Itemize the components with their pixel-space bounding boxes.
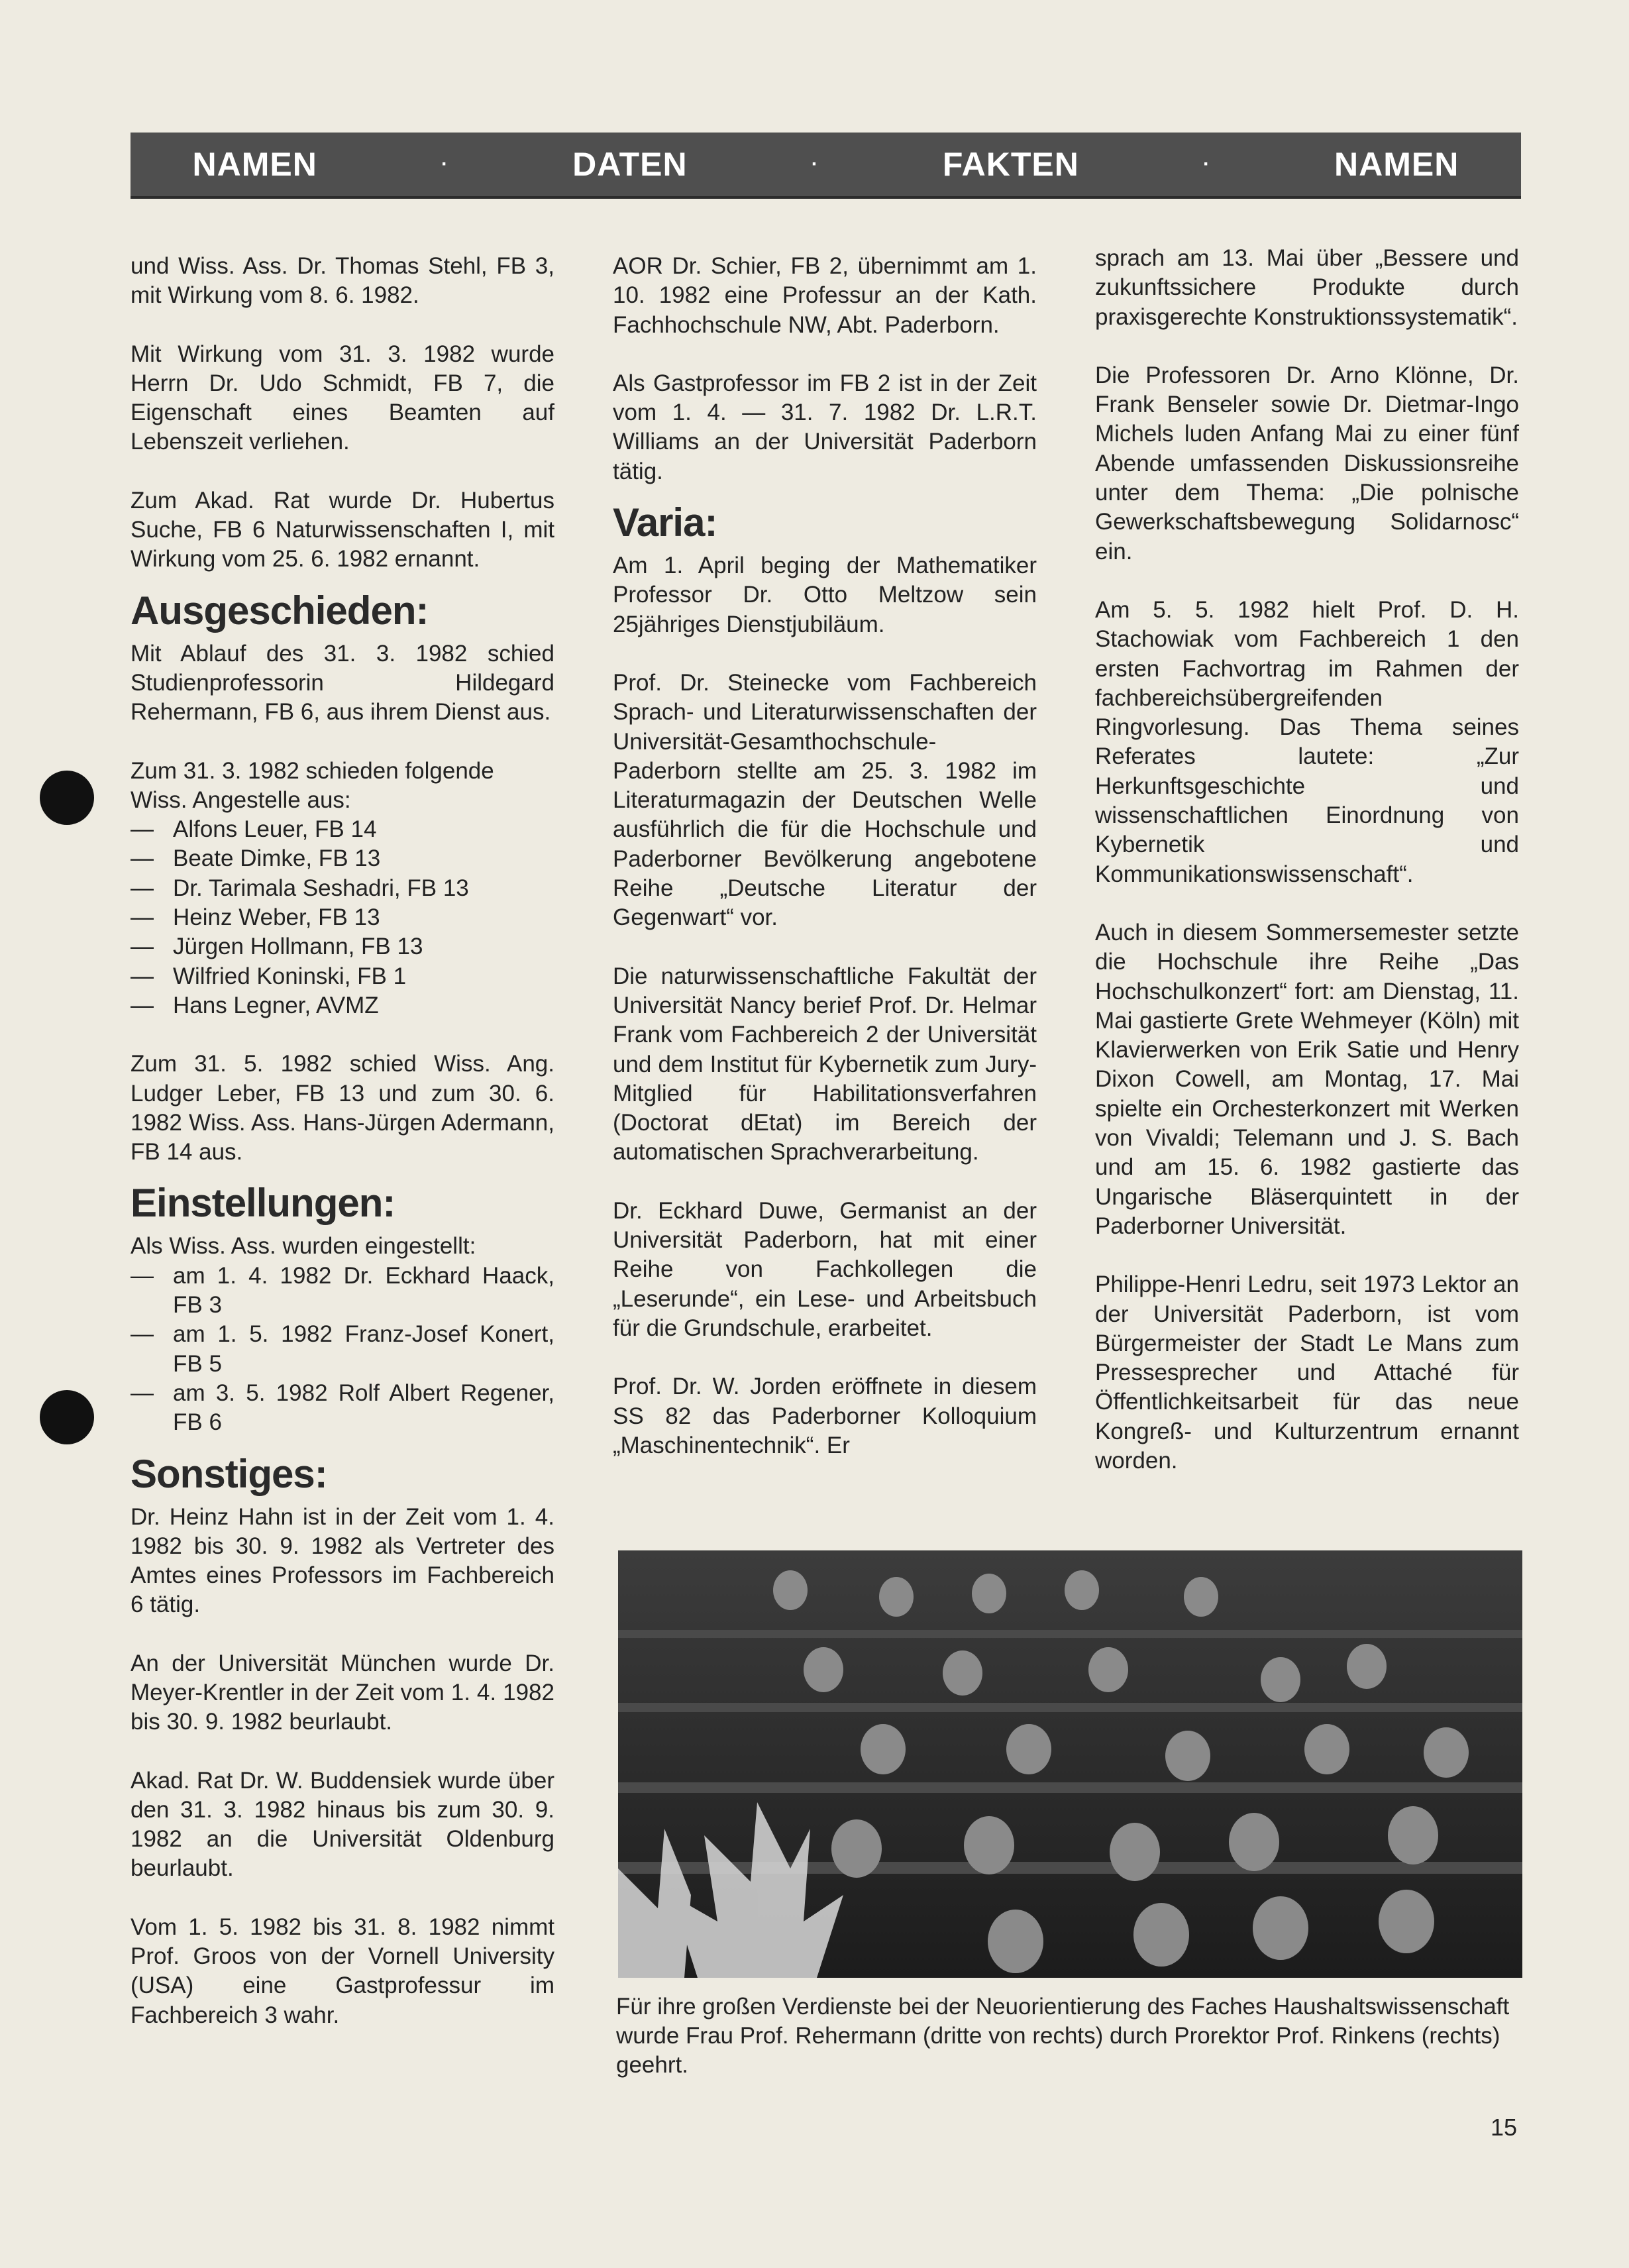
- paragraph: An der Universität München wurde Dr. Meyer-Krentler in der Zeit vom 1. 4. 1982 bis 30. 9. 1982 beurlaubt.: [131, 1650, 554, 1735]
- banner-separator: ·: [441, 153, 448, 175]
- paragraph: sprach am 13. Mai über „Bessere und zukunftssichere Produkte durch praxisgerechte Konstruktionssystematik“.: [1095, 245, 1519, 330]
- column-right: [1095, 244, 1519, 1505]
- banner-word-3: FAKTEN: [942, 146, 1079, 183]
- photo-caption: Für ihre großen Verdienste bei der Neuorientierung des Faches Haushaltswissenschaft wurde Frau Prof. Rehermann (dritte von rechts) durch Prorektor Prof. Rinkens (rechts) geehrt.: [616, 1994, 1510, 2078]
- column-left: [131, 252, 554, 2059]
- paragraph: AOR Dr. Schier, FB 2, übernimmt am 1. 10. 1982 eine Professur an der Kath. Fachhochschule NW, Abt. Paderborn.: [613, 253, 1037, 338]
- list-item: — Beate Dimke, FB 13: [131, 845, 381, 872]
- photo-illustration: [618, 1550, 1522, 1978]
- paragraph: Zum 31. 3. 1982 schieden folgende Wiss. Angestelle aus:: [131, 757, 494, 813]
- hirings-list: [131, 1262, 554, 1438]
- paragraph: Akad. Rat Dr. W. Buddensiek wurde über den 31. 3. 1982 hinaus bis zum 30. 9. 1982 an die Universität Oldenburg beurlaubt.: [131, 1767, 554, 1882]
- punch-hole-bottom: [40, 1390, 94, 1444]
- departures-list: [131, 815, 554, 1020]
- list-item: — Dr. Tarimala Seshadri, FB 13: [131, 875, 469, 901]
- paragraph: und Wiss. Ass. Dr. Thomas Stehl, FB 3, mit Wirkung vom 8. 6. 1982.: [131, 253, 554, 309]
- list-item: — Hans Legner, AVMZ: [131, 992, 379, 1018]
- paragraph: Prof. Dr. Steinecke vom Fachbereich Sprach- und Literaturwissenschaften der Universität-Gesamthochschule-Paderborn stellte am 25. 3. 1982 im Literaturmagazin der Deutschen Welle ausführlich die für die Hochschule und Paderborner Bevölkerung angebotene Reihe „Deutsche Literatur der Gegenwart“ vor.: [613, 669, 1037, 931]
- list-item: — am 1. 4. 1982 Dr. Eckhard Haack, FB 3: [131, 1262, 554, 1319]
- heading-ausgeschieden: Ausgeschieden:: [131, 588, 429, 633]
- paragraph: Zum 31. 5. 1982 schied Wiss. Ang. Ludger Leber, FB 13 und zum 30. 6. 1982 Wiss. Ass. Hans-Jürgen Adermann, FB 14 aus.: [131, 1051, 554, 1165]
- paragraph: Am 5. 5. 1982 hielt Prof. D. H. Stachowiak vom Fachbereich 1 den ersten Fachvortrag im Rahmen der fachbereichsübergreifenden Ringvorlesung. Das Thema seines Referates lautete: „Zur Herkunftsgeschichte und wissenschaftlichen Einordnung von Kybernetik und Kommunikationswissenschaft“.: [1095, 596, 1519, 887]
- paragraph: Am 1. April beging der Mathematiker Professor Dr. Otto Meltzow sein 25jähriges Dienstjubiläum.: [613, 553, 1037, 637]
- section-banner: [131, 133, 1521, 199]
- list-item: — Jürgen Hollmann, FB 13: [131, 934, 423, 960]
- heading-einstellungen: Einstellungen:: [131, 1181, 395, 1226]
- paragraph: Dr. Heinz Hahn ist in der Zeit vom 1. 4. 1982 bis 30. 9. 1982 als Vertreter des Amtes eines Professors im Fachbereich 6 tätig.: [131, 1503, 554, 1618]
- list-item: — Alfons Leuer, FB 14: [131, 816, 377, 843]
- paragraph: Die Professoren Dr. Arno Klönne, Dr. Frank Benseler sowie Dr. Dietmar-Ingo Michels luden Anfang Mai zu einer fünf Abende umfassenden Diskussionsreihe unter dem Thema: „Die polnische Gewerkschaftsbewegung Solidarnosc“ ein.: [1095, 362, 1519, 565]
- list-item: — am 3. 5. 1982 Rolf Albert Regener, FB 6: [131, 1379, 554, 1436]
- list-item: — am 1. 5. 1982 Franz-Josef Konert, FB 5: [131, 1321, 554, 1377]
- paragraph: Auch in diesem Sommersemester setzte die Hochschule ihre Reihe „Das Hochschulkonzert“ fort: am Dienstag, 11. Mai gastierte Grete Wehmeyer (Köln) mit Klavierwerken von Erik Satie und Henry Dixon Cowell, am Montag, 17. Mai spielte ein Orchesterkonzert mit Werken von Vivaldi; Telemann und J. S. Bach und am 15. 6. 1982 gastierte das Ungarische Bläserquintett in der Paderborner Universität.: [1095, 919, 1519, 1239]
- paragraph: Als Wiss. Ass. wurden eingestellt:: [131, 1233, 476, 1260]
- banner-word-1: NAMEN: [192, 146, 317, 183]
- paragraph: Zum Akad. Rat wurde Dr. Hubertus Suche, FB 6 Naturwissenschaften I, mit Wirkung vom 25. 6. 1982 ernannt.: [131, 487, 554, 572]
- list-item: — Heinz Weber, FB 13: [131, 904, 380, 931]
- paragraph: Dr. Eckhard Duwe, Germanist an der Universität Paderborn, hat mit einer Reihe von Fachkollegen die „Leserunde“, ein Lese- und Arbeitsbuch für die Grundschule, erarbeitet.: [613, 1197, 1037, 1341]
- audience-photo: [618, 1550, 1522, 1978]
- banner-separator: ·: [811, 153, 819, 175]
- punch-hole-top: [40, 771, 94, 825]
- column-middle: [613, 252, 1037, 1489]
- page-number: 15: [1491, 2114, 1518, 2141]
- paragraph: Mit Ablauf des 31. 3. 1982 schied Studienprofessorin Hildegard Rehermann, FB 6, aus ihrem Dienst aus.: [131, 640, 554, 726]
- paragraph: Prof. Dr. W. Jorden eröffnete in diesem SS 82 das Paderborner Kolloquium „Maschinentechnik“. Er: [613, 1374, 1037, 1458]
- paragraph: Mit Wirkung vom 31. 3. 1982 wurde Herrn Dr. Udo Schmidt, FB 7, die Eigenschaft eines Beamten auf Lebenszeit verliehen.: [131, 341, 554, 455]
- banner-word-2: DATEN: [572, 146, 688, 183]
- heading-varia: Varia:: [613, 500, 717, 545]
- paragraph: Philippe-Henri Ledru, seit 1973 Lektor an der Universität Paderborn, ist vom Bürgermeister der Stadt Le Mans zum Pressesprecher und Attaché für Öffentlichkeitsarbeit für das neue Kongreß- und Kulturzentrum ernannt worden.: [1095, 1271, 1519, 1474]
- banner-word-4: NAMEN: [1334, 146, 1459, 183]
- paragraph: Die naturwissenschaftliche Fakultät der Universität Nancy berief Prof. Dr. Helmar Frank vom Fachbereich 2 der Universität und dem Institut für Kybernetik zum Jury-Mitglied für Habilitationsverfahren (Doctorat dEtat) im Bereich der automatischen Sprachverarbeitung.: [613, 963, 1037, 1165]
- paragraph: Vom 1. 5. 1982 bis 31. 8. 1982 nimmt Prof. Groos von der Vornell University (USA) eine Gastprofessur im Fachbereich 3 wahr.: [131, 1914, 554, 2028]
- list-item: — Wilfried Koninski, FB 1: [131, 963, 407, 989]
- paragraph: Als Gastprofessor im FB 2 ist in der Zeit vom 1. 4. — 31. 7. 1982 Dr. L.R.T. Williams an der Universität Paderborn tätig.: [613, 370, 1037, 484]
- heading-sonstiges: Sonstiges:: [131, 1451, 327, 1496]
- banner-separator: ·: [1202, 153, 1210, 175]
